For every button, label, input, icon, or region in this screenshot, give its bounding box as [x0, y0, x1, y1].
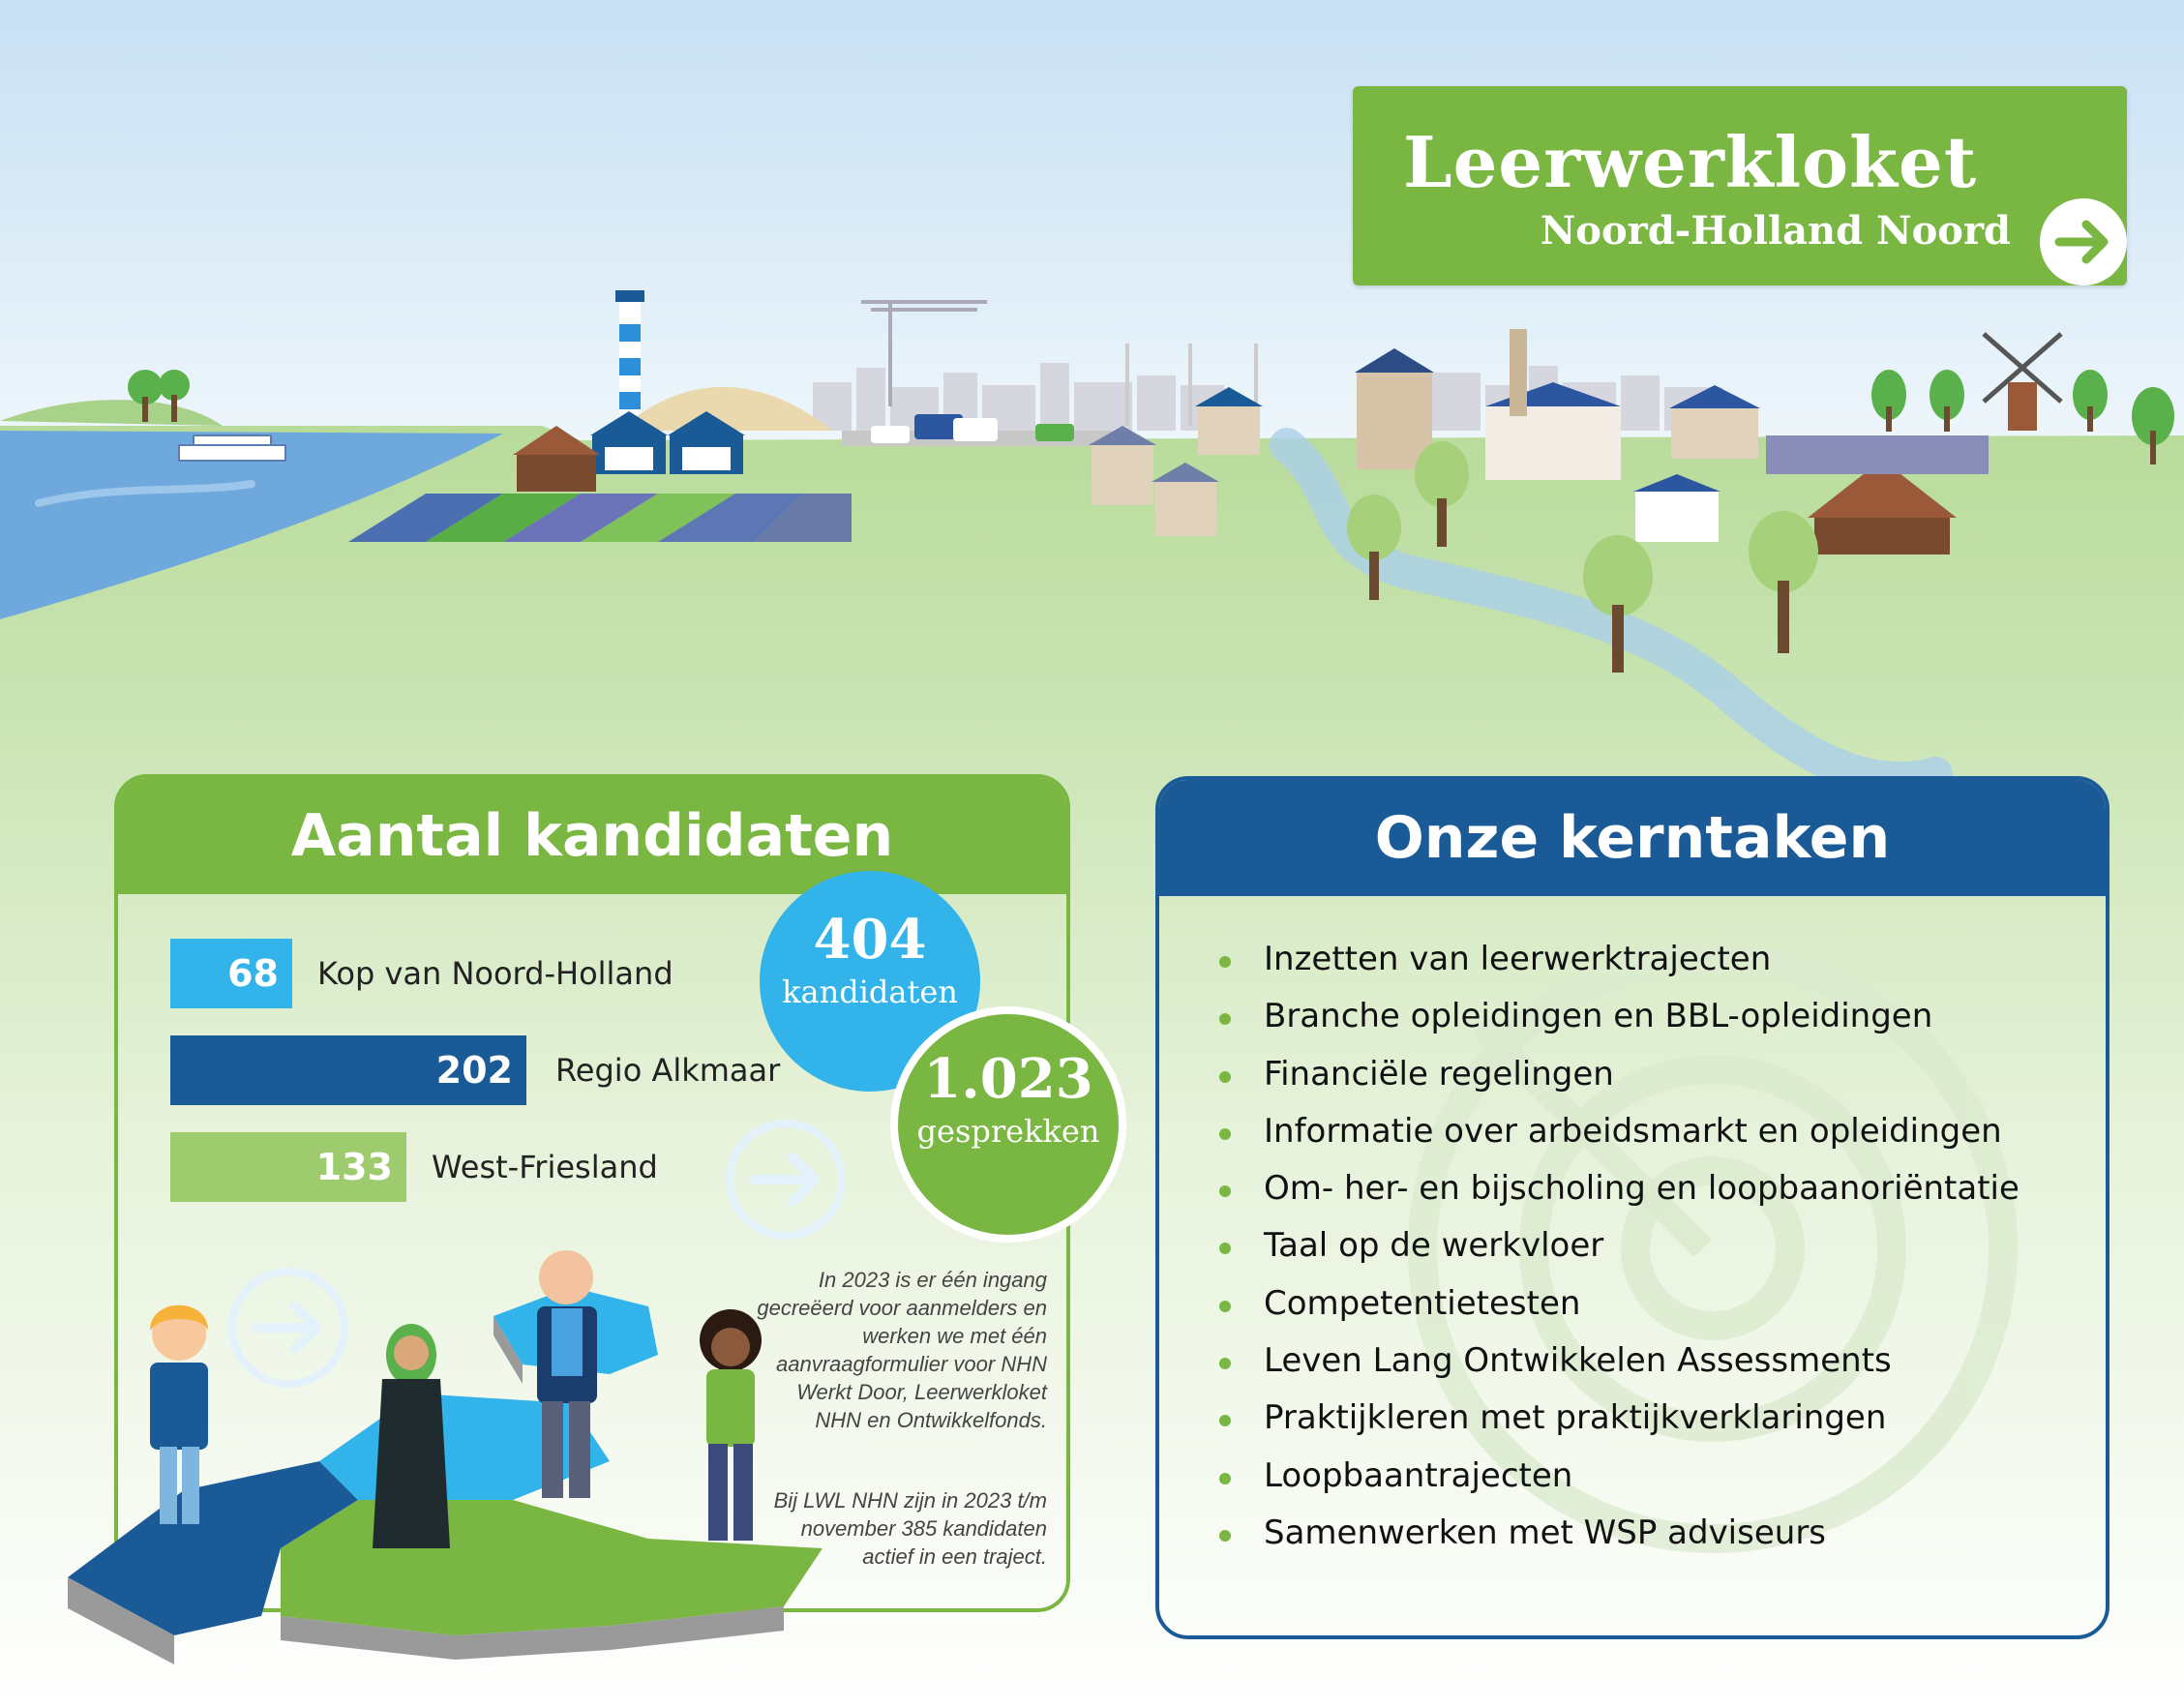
total-candidates-number: 404 [813, 908, 927, 972]
list-item: Competentietesten [1217, 1275, 2019, 1333]
list-item: Praktijkleren met praktijkverklaringen [1217, 1390, 2019, 1447]
list-item: Leven Lang Ontwikkelen Assessments [1217, 1333, 2019, 1390]
header-subtitle: Noord-Holland Noord [1540, 208, 2011, 254]
bar-west-friesland: 133 [170, 1132, 406, 1202]
core-tasks-heading: Onze kerntaken [1159, 780, 2106, 896]
bar-regio-alkmaar: 202 [170, 1035, 526, 1105]
bar-kop-van-noord-holland: 68 [170, 939, 292, 1008]
list-item: Taal op de werkvloer [1217, 1217, 2019, 1274]
note-active: Bij LWL NHN zijn in 2023 t/m november 385 kandidaten actief in een traject. [773, 1488, 1047, 1569]
list-item: Loopbaantrajecten [1217, 1448, 2019, 1505]
arrow-right-icon [723, 1117, 849, 1243]
list-item: Inzetten van leerwerktrajecten [1217, 931, 2019, 988]
bullet-icon [1219, 1415, 1231, 1426]
candidates-heading: Aantal kandidaten [118, 778, 1066, 894]
bar-label-alkmaar: Regio Alkmaar [555, 1052, 781, 1089]
arrow-right-icon[interactable] [2040, 198, 2127, 285]
bullet-icon [1219, 1473, 1231, 1484]
bullet-icon [1219, 1530, 1231, 1542]
conversations-circle [890, 1006, 1126, 1243]
bullet-icon [1219, 1071, 1231, 1083]
total-candidates-label: kandidaten [782, 974, 958, 1010]
bullet-icon [1219, 1358, 1231, 1369]
bullet-icon [1219, 1013, 1231, 1025]
bullet-icon [1219, 1128, 1231, 1140]
note-intake: In 2023 is er één ingang gecreëerd voor aanmelders en werken we met één aanvraagformulier voor NHN Werkt Door, Leerwerkloket NHN en Ontwikkelfonds. [757, 1268, 1047, 1432]
list-item: Financiële regelingen [1217, 1046, 2019, 1103]
conversations-label: gesprekken [916, 1113, 1100, 1150]
bullet-icon [1219, 1301, 1231, 1312]
list-item: Informatie over arbeidsmarkt en opleidingen [1217, 1103, 2019, 1160]
bullet-icon [1219, 1243, 1231, 1254]
bullet-icon [1219, 956, 1231, 968]
header-title: Leerwerkloket [1403, 121, 1978, 203]
header-badge [1353, 86, 2127, 285]
core-tasks-list [1217, 931, 2019, 1562]
bullet-icon [1219, 1185, 1231, 1197]
bar-label-kop: Kop van Noord-Holland [317, 955, 673, 992]
conversations-number: 1.023 [923, 1047, 1093, 1111]
core-tasks-panel [1155, 776, 2109, 1639]
list-item: Om- her- en bijscholing en loopbaanoriëntatie [1217, 1160, 2019, 1217]
people-map-illustration [68, 1248, 842, 1674]
bar-label-west-friesland: West-Friesland [432, 1149, 658, 1185]
list-item: Samenwerken met WSP adviseurs [1217, 1505, 2019, 1562]
list-item: Branche opleidingen en BBL-opleidingen [1217, 988, 2019, 1045]
